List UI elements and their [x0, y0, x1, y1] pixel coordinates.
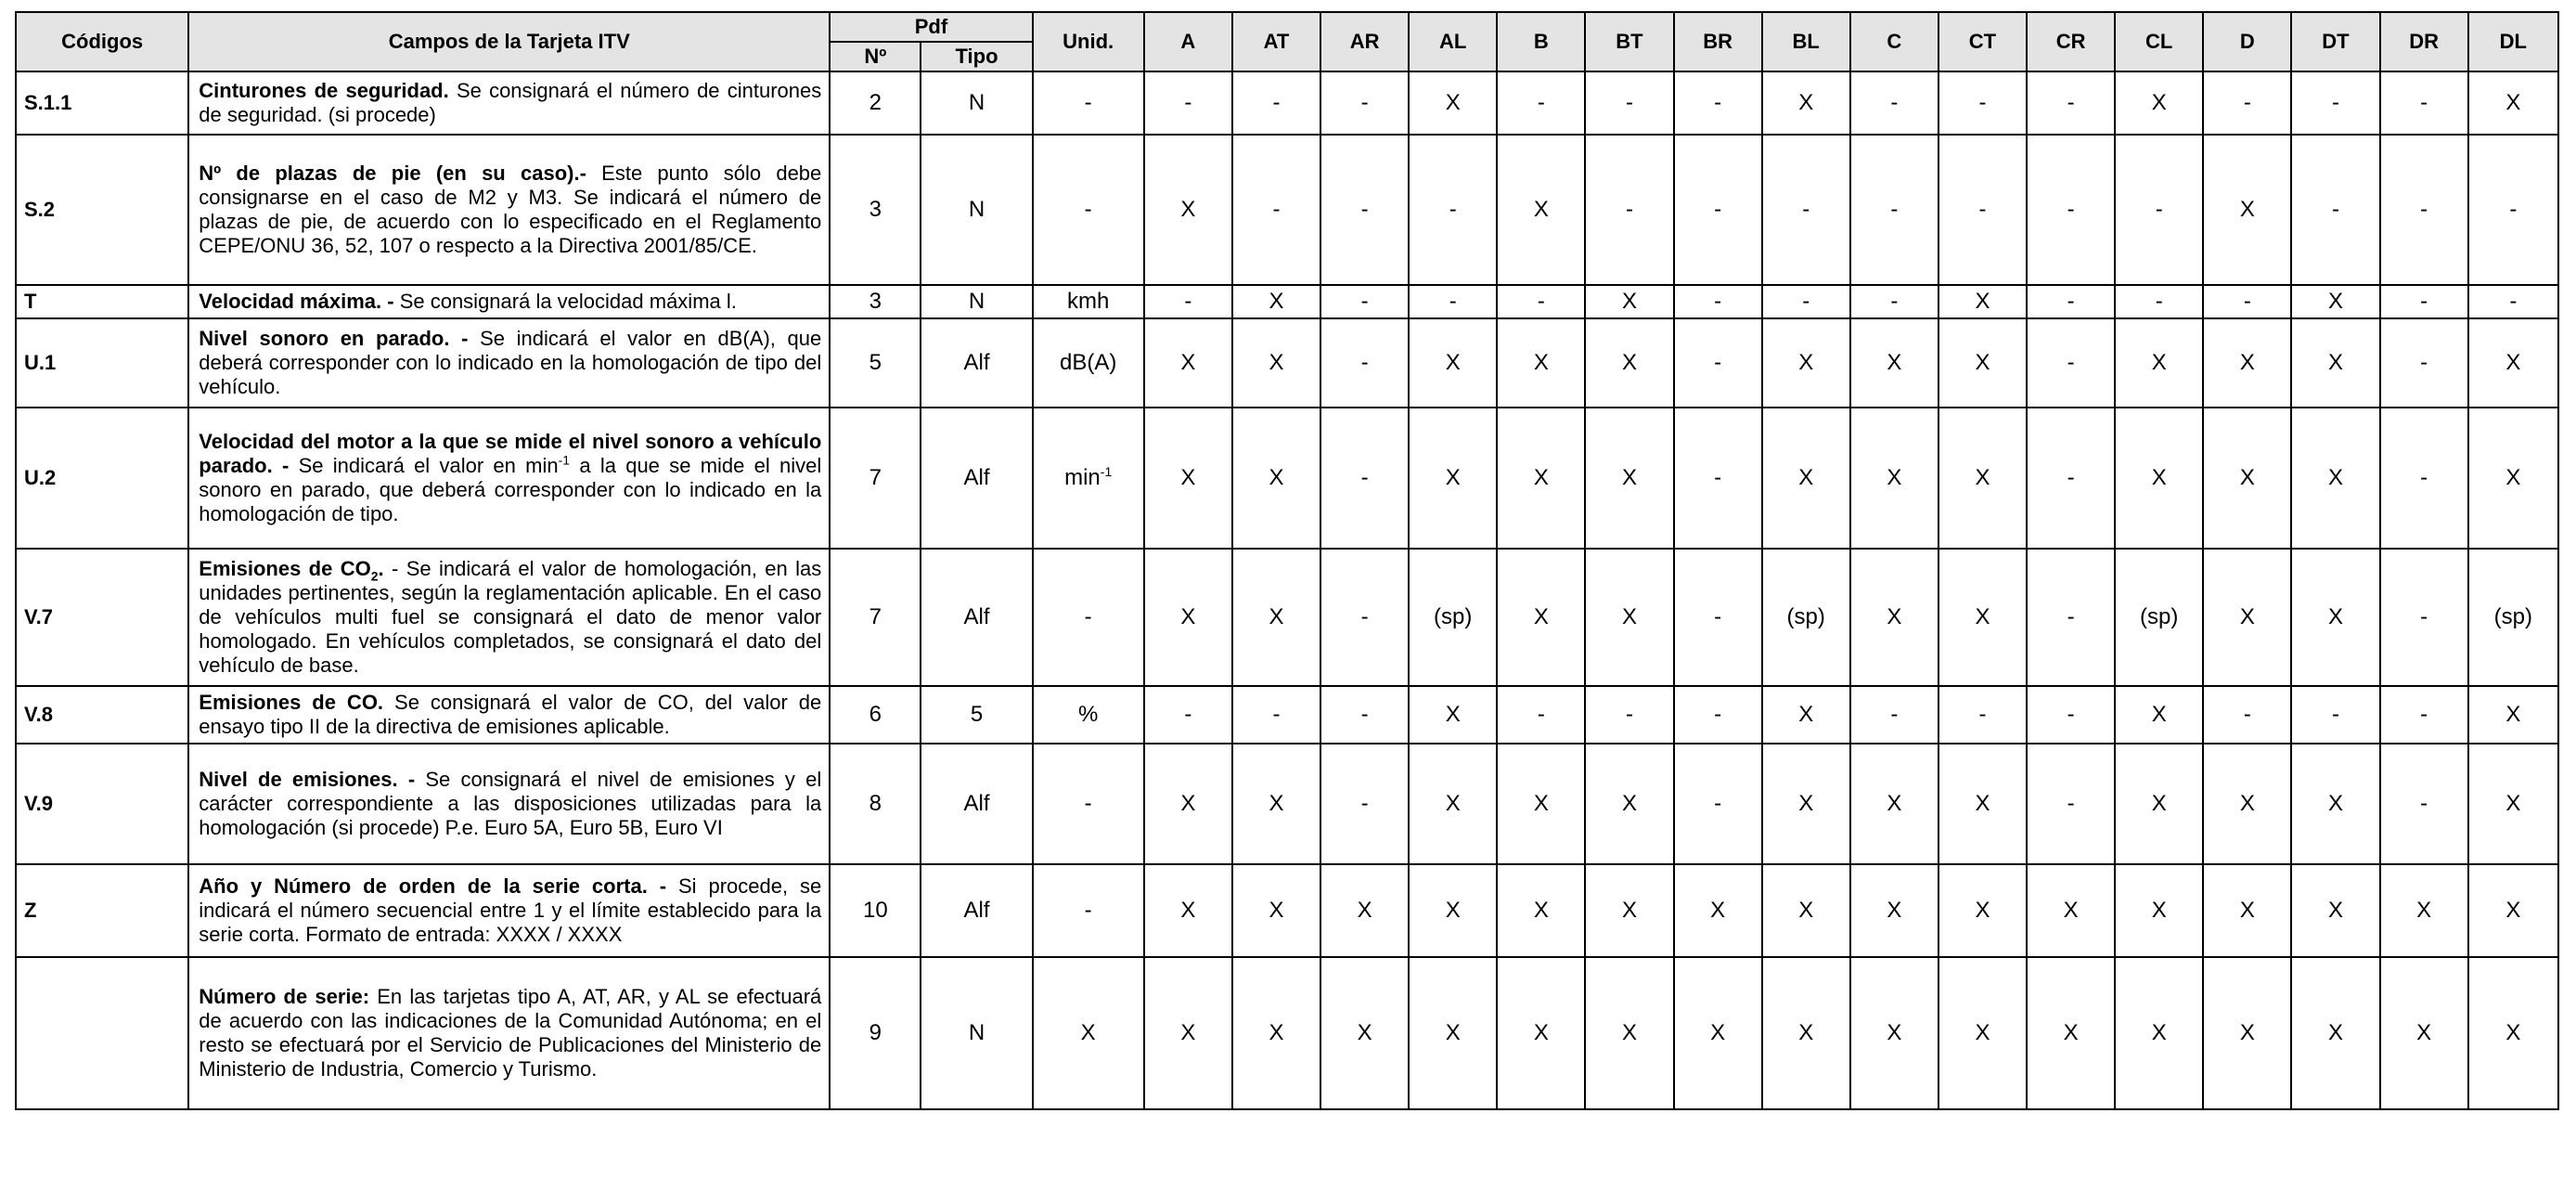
- cell-ct: -: [1938, 686, 2027, 744]
- row-description: [188, 71, 830, 135]
- row-pdf-tipo: 5: [921, 686, 1032, 744]
- unid-text: X: [1080, 1020, 1096, 1045]
- row-pdf-no: 9: [830, 957, 921, 1109]
- row-pdf-no: 8: [830, 744, 921, 864]
- table-row: [16, 744, 2558, 864]
- cell-br: -: [1674, 71, 1762, 135]
- row-unid: [1033, 549, 1144, 686]
- header-cat-ar: AR: [1320, 12, 1409, 71]
- description-title: Nivel sonoro en parado. -: [199, 327, 469, 350]
- table-row: [16, 957, 2558, 1109]
- row-code: U.1: [16, 318, 188, 408]
- cell-al: X: [1409, 408, 1497, 549]
- row-pdf-no: 2: [830, 71, 921, 135]
- cell-dt: -: [2291, 686, 2379, 744]
- cell-at: -: [1232, 686, 1320, 744]
- cell-br: -: [1674, 549, 1762, 686]
- table-row: [16, 71, 2558, 135]
- cell-ar: X: [1320, 864, 1409, 957]
- cell-br: X: [1674, 864, 1762, 957]
- description-title: Velocidad del motor a la que se mide el nivel sonoro a vehículo parado. -: [199, 430, 822, 477]
- cell-b: X: [1497, 864, 1585, 957]
- cell-br: -: [1674, 408, 1762, 549]
- cell-ar: -: [1320, 744, 1409, 864]
- cell-cr: -: [2027, 285, 2115, 318]
- row-description: [188, 408, 830, 549]
- cell-dr: X: [2380, 864, 2468, 957]
- description-subscript: 2: [370, 568, 379, 584]
- cell-b: X: [1497, 549, 1585, 686]
- cell-d: X: [2203, 408, 2291, 549]
- row-code: S.2: [16, 135, 188, 285]
- cell-a: -: [1144, 285, 1232, 318]
- cell-c: -: [1850, 686, 1938, 744]
- cell-at: X: [1232, 318, 1320, 408]
- row-unid: [1033, 318, 1144, 408]
- row-code: V.9: [16, 744, 188, 864]
- header-cat-bt: BT: [1585, 12, 1673, 71]
- cell-bt: -: [1585, 71, 1673, 135]
- cell-bt: X: [1585, 408, 1673, 549]
- cell-dr: -: [2380, 285, 2468, 318]
- row-description: [188, 135, 830, 285]
- table-row: [16, 135, 2558, 285]
- description-text: Se consignará el nivel de emisiones y el carácter correspondiente a las disposiciones utilizadas para la homologación (si procede) P.e. Euro 5A, Euro 5B, Euro VI: [199, 768, 822, 839]
- cell-b: X: [1497, 744, 1585, 864]
- header-cat-dl: DL: [2468, 12, 2558, 71]
- cell-d: -: [2203, 686, 2291, 744]
- table-row: [16, 549, 2558, 686]
- cell-al: X: [1409, 957, 1497, 1109]
- cell-c: X: [1850, 408, 1938, 549]
- cell-at: X: [1232, 957, 1320, 1109]
- cell-c: -: [1850, 285, 1938, 318]
- unid-text: -: [1084, 604, 1092, 629]
- cell-a: X: [1144, 135, 1232, 285]
- cell-at: X: [1232, 285, 1320, 318]
- cell-bl: X: [1762, 686, 1850, 744]
- cell-c: -: [1850, 71, 1938, 135]
- cell-bl: X: [1762, 408, 1850, 549]
- header-cat-c: C: [1850, 12, 1938, 71]
- header-pdf-tipo: Tipo: [921, 42, 1032, 71]
- unid-text: min: [1064, 465, 1101, 490]
- description-title: Año y Número de orden de la serie corta. -: [199, 874, 667, 898]
- row-pdf-tipo: Alf: [921, 744, 1032, 864]
- header-cat-b: B: [1497, 12, 1585, 71]
- cell-al: X: [1409, 686, 1497, 744]
- description-text: En las tarjetas tipo A, AT, AR, y AL se efectuará de acuerdo con las indicaciones de la Comunidad Autónoma; en el resto se efectuará por el Servicio de Publicaciones del Ministerio de Ministerio de Industria, Comercio y Turismo.: [199, 985, 822, 1081]
- header-unid: Unid.: [1033, 12, 1144, 71]
- cell-cr: -: [2027, 549, 2115, 686]
- cell-cl: X: [2115, 864, 2203, 957]
- row-code: V.7: [16, 549, 188, 686]
- description-superscript: -1: [558, 452, 571, 468]
- cell-at: X: [1232, 408, 1320, 549]
- description-text: Este punto sólo debe consignarse en el caso de M2 y M3. Se indicará el número de plazas de pie, de acuerdo con lo especificado en el Reglamento CEPE/ONU 36, 52, 107 o respecto a la Directiva 2001/85/CE.: [199, 162, 822, 257]
- row-code: [16, 957, 188, 1109]
- cell-al: -: [1409, 135, 1497, 285]
- cell-b: -: [1497, 285, 1585, 318]
- cell-dr: -: [2380, 686, 2468, 744]
- header-campos: Campos de la Tarjeta ITV: [188, 12, 830, 71]
- description-text: Se consignará el valor de CO, del valor de ensayo tipo II de la directiva de emisiones aplicable.: [199, 691, 822, 738]
- cell-ar: -: [1320, 549, 1409, 686]
- cell-br: -: [1674, 744, 1762, 864]
- row-code: T: [16, 285, 188, 318]
- cell-a: X: [1144, 744, 1232, 864]
- table-body: [16, 71, 2558, 1109]
- table-row: [16, 864, 2558, 957]
- cell-a: X: [1144, 408, 1232, 549]
- cell-d: X: [2203, 135, 2291, 285]
- cell-bt: X: [1585, 957, 1673, 1109]
- unid-text: %: [1078, 702, 1099, 727]
- cell-br: -: [1674, 686, 1762, 744]
- row-code: U.2: [16, 408, 188, 549]
- unid-text: dB(A): [1060, 350, 1117, 375]
- header-cat-cl: CL: [2115, 12, 2203, 71]
- description-title: Número de serie:: [199, 985, 370, 1008]
- cell-ct: X: [1938, 864, 2027, 957]
- cell-c: X: [1850, 549, 1938, 686]
- row-pdf-tipo: N: [921, 285, 1032, 318]
- cell-dr: -: [2380, 135, 2468, 285]
- cell-cr: -: [2027, 318, 2115, 408]
- cell-dl: X: [2468, 744, 2558, 864]
- row-unid: [1033, 744, 1144, 864]
- cell-b: -: [1497, 686, 1585, 744]
- header-cat-cr: CR: [2027, 12, 2115, 71]
- cell-bl: X: [1762, 71, 1850, 135]
- cell-d: X: [2203, 549, 2291, 686]
- row-pdf-tipo: Alf: [921, 408, 1032, 549]
- header-cat-al: AL: [1409, 12, 1497, 71]
- row-description: [188, 549, 830, 686]
- table-row: [16, 318, 2558, 408]
- cell-d: X: [2203, 864, 2291, 957]
- header-cat-ct: CT: [1938, 12, 2027, 71]
- itv-fields-table: [15, 11, 2559, 1110]
- cell-bt: -: [1585, 686, 1673, 744]
- cell-a: -: [1144, 686, 1232, 744]
- cell-bl: X: [1762, 957, 1850, 1109]
- cell-dl: -: [2468, 285, 2558, 318]
- cell-dl: X: [2468, 957, 2558, 1109]
- cell-dt: X: [2291, 549, 2379, 686]
- table-row: [16, 408, 2558, 549]
- cell-cl: X: [2115, 686, 2203, 744]
- cell-al: -: [1409, 285, 1497, 318]
- cell-d: X: [2203, 318, 2291, 408]
- cell-al: X: [1409, 71, 1497, 135]
- row-unid: [1033, 864, 1144, 957]
- table-row: [16, 285, 2558, 318]
- cell-cr: X: [2027, 864, 2115, 957]
- description-text: Se indicará el valor en dB(A), que deberá corresponder con lo indicado en la homologación de tipo del vehículo.: [199, 327, 822, 398]
- cell-dl: X: [2468, 864, 2558, 957]
- row-pdf-no: 3: [830, 135, 921, 285]
- cell-bt: X: [1585, 744, 1673, 864]
- cell-bt: X: [1585, 285, 1673, 318]
- row-pdf-tipo: N: [921, 957, 1032, 1109]
- row-code: S.1.1: [16, 71, 188, 135]
- description-text: Se consignará la velocidad máxima l.: [393, 290, 737, 313]
- row-unid: [1033, 957, 1144, 1109]
- cell-b: X: [1497, 318, 1585, 408]
- header-cat-a: A: [1144, 12, 1232, 71]
- row-pdf-no: 7: [830, 408, 921, 549]
- unid-text: -: [1084, 197, 1092, 222]
- cell-dr: -: [2380, 318, 2468, 408]
- cell-bl: (sp): [1762, 549, 1850, 686]
- cell-at: X: [1232, 744, 1320, 864]
- header-cat-d: D: [2203, 12, 2291, 71]
- cell-ar: -: [1320, 686, 1409, 744]
- cell-al: X: [1409, 744, 1497, 864]
- cell-a: X: [1144, 549, 1232, 686]
- cell-dl: X: [2468, 71, 2558, 135]
- header-cat-dr: DR: [2380, 12, 2468, 71]
- header-pdf-no: Nº: [830, 42, 921, 71]
- cell-b: -: [1497, 71, 1585, 135]
- cell-at: -: [1232, 71, 1320, 135]
- cell-bt: X: [1585, 549, 1673, 686]
- cell-dr: X: [2380, 957, 2468, 1109]
- cell-al: X: [1409, 864, 1497, 957]
- cell-dt: X: [2291, 957, 2379, 1109]
- cell-ct: X: [1938, 744, 2027, 864]
- cell-al: X: [1409, 318, 1497, 408]
- row-pdf-no: 7: [830, 549, 921, 686]
- cell-br: X: [1674, 957, 1762, 1109]
- cell-at: -: [1232, 135, 1320, 285]
- cell-dl: X: [2468, 318, 2558, 408]
- row-description: [188, 285, 830, 318]
- cell-cr: -: [2027, 135, 2115, 285]
- cell-a: X: [1144, 318, 1232, 408]
- cell-a: X: [1144, 864, 1232, 957]
- cell-dr: -: [2380, 744, 2468, 864]
- unid-text: kmh: [1067, 289, 1110, 314]
- header-cat-br: BR: [1674, 12, 1762, 71]
- cell-ct: X: [1938, 285, 2027, 318]
- cell-dt: -: [2291, 135, 2379, 285]
- cell-cl: -: [2115, 135, 2203, 285]
- row-pdf-no: 10: [830, 864, 921, 957]
- cell-cl: X: [2115, 744, 2203, 864]
- cell-dr: -: [2380, 408, 2468, 549]
- cell-ar: -: [1320, 285, 1409, 318]
- row-description: [188, 864, 830, 957]
- cell-ar: -: [1320, 318, 1409, 408]
- cell-ct: -: [1938, 71, 2027, 135]
- description-text: Se consignará el número de cinturones de seguridad. (si procede): [199, 79, 822, 126]
- row-pdf-no: 6: [830, 686, 921, 744]
- row-unid: [1033, 71, 1144, 135]
- cell-cl: X: [2115, 318, 2203, 408]
- row-unid: [1033, 135, 1144, 285]
- cell-br: -: [1674, 135, 1762, 285]
- unid-text: -: [1084, 898, 1092, 923]
- cell-dt: X: [2291, 408, 2379, 549]
- description-text: Se indicará el valor en min: [289, 454, 559, 477]
- cell-bt: X: [1585, 318, 1673, 408]
- cell-ct: -: [1938, 135, 2027, 285]
- cell-cl: X: [2115, 957, 2203, 1109]
- document-page: [15, 11, 2559, 1166]
- row-pdf-no: 5: [830, 318, 921, 408]
- row-unid: [1033, 285, 1144, 318]
- row-pdf-tipo: Alf: [921, 318, 1032, 408]
- unid-text: -: [1084, 90, 1092, 115]
- cell-cl: -: [2115, 285, 2203, 318]
- description-text: - Se indicará el valor de homologación, en las unidades pertinentes, según la reglamentación aplicable. En el caso de vehículos multi fuel se consignará el dato de menor valor homologado. En vehículos completados, se consignará el dato del vehículo de base.: [199, 557, 822, 677]
- cell-br: -: [1674, 285, 1762, 318]
- cell-dr: -: [2380, 549, 2468, 686]
- cell-br: -: [1674, 318, 1762, 408]
- row-code: V.8: [16, 686, 188, 744]
- cell-cr: -: [2027, 71, 2115, 135]
- header-cat-dt: DT: [2291, 12, 2379, 71]
- row-description: [188, 957, 830, 1109]
- cell-b: X: [1497, 957, 1585, 1109]
- cell-c: X: [1850, 957, 1938, 1109]
- table-row: [16, 686, 2558, 744]
- cell-bt: -: [1585, 135, 1673, 285]
- cell-b: X: [1497, 135, 1585, 285]
- description-title: Nivel de emisiones. -: [199, 768, 416, 791]
- cell-bl: X: [1762, 864, 1850, 957]
- description-title: Velocidad máxima. -: [199, 290, 394, 313]
- cell-c: X: [1850, 318, 1938, 408]
- cell-d: X: [2203, 957, 2291, 1109]
- description-title: Cinturones de seguridad.: [199, 79, 449, 102]
- cell-d: -: [2203, 285, 2291, 318]
- cell-d: X: [2203, 744, 2291, 864]
- cell-at: X: [1232, 549, 1320, 686]
- cell-cl: X: [2115, 71, 2203, 135]
- cell-dl: X: [2468, 408, 2558, 549]
- description-title: Emisiones de CO.: [199, 691, 384, 714]
- cell-c: -: [1850, 135, 1938, 285]
- cell-dt: -: [2291, 71, 2379, 135]
- cell-bt: X: [1585, 864, 1673, 957]
- cell-cl: X: [2115, 408, 2203, 549]
- row-pdf-no: 3: [830, 285, 921, 318]
- cell-cr: X: [2027, 957, 2115, 1109]
- cell-c: X: [1850, 744, 1938, 864]
- cell-bl: -: [1762, 135, 1850, 285]
- cell-cr: -: [2027, 744, 2115, 864]
- cell-dl: (sp): [2468, 549, 2558, 686]
- cell-cr: -: [2027, 408, 2115, 549]
- row-unid: [1033, 686, 1144, 744]
- cell-dr: -: [2380, 71, 2468, 135]
- cell-ct: X: [1938, 318, 2027, 408]
- cell-d: -: [2203, 71, 2291, 135]
- row-description: [188, 744, 830, 864]
- row-pdf-tipo: N: [921, 71, 1032, 135]
- cell-ar: -: [1320, 408, 1409, 549]
- row-pdf-tipo: N: [921, 135, 1032, 285]
- cell-dt: X: [2291, 285, 2379, 318]
- cell-dl: -: [2468, 135, 2558, 285]
- cell-at: X: [1232, 864, 1320, 957]
- cell-ar: -: [1320, 71, 1409, 135]
- row-description: [188, 686, 830, 744]
- header-cat-at: AT: [1232, 12, 1320, 71]
- cell-dl: X: [2468, 686, 2558, 744]
- unid-text: -: [1084, 791, 1092, 816]
- cell-bl: -: [1762, 285, 1850, 318]
- cell-al: (sp): [1409, 549, 1497, 686]
- row-pdf-tipo: Alf: [921, 549, 1032, 686]
- cell-ar: X: [1320, 957, 1409, 1109]
- cell-ar: -: [1320, 135, 1409, 285]
- unid-superscript: -1: [1100, 464, 1113, 479]
- description-title-end: .: [378, 557, 384, 580]
- description-text: Si procede, se indicará el número secuencial entre 1 y el límite establecido para la serie corta. Formato de entrada: XXXX / XXXX: [199, 874, 822, 946]
- description-text-cont: a la que se mide el nivel sonoro en parado, que deberá corresponder con lo indicado en la homologación de tipo.: [199, 454, 822, 525]
- row-description: [188, 318, 830, 408]
- cell-dt: X: [2291, 318, 2379, 408]
- cell-dt: X: [2291, 864, 2379, 957]
- cell-bl: X: [1762, 744, 1850, 864]
- description-title: Nº de plazas de pie (en su caso).-: [199, 162, 586, 185]
- cell-a: X: [1144, 957, 1232, 1109]
- cell-b: X: [1497, 408, 1585, 549]
- cell-cr: -: [2027, 686, 2115, 744]
- header-cat-bl: BL: [1762, 12, 1850, 71]
- cell-a: -: [1144, 71, 1232, 135]
- cell-ct: X: [1938, 957, 2027, 1109]
- row-pdf-tipo: Alf: [921, 864, 1032, 957]
- cell-dt: X: [2291, 744, 2379, 864]
- cell-bl: X: [1762, 318, 1850, 408]
- row-code: Z: [16, 864, 188, 957]
- cell-cl: (sp): [2115, 549, 2203, 686]
- row-unid: [1033, 408, 1144, 549]
- header-codigos: Códigos: [16, 12, 188, 71]
- header-pdf: Pdf: [830, 12, 1032, 42]
- cell-ct: X: [1938, 549, 2027, 686]
- cell-c: X: [1850, 864, 1938, 957]
- cell-ct: X: [1938, 408, 2027, 549]
- description-title: Emisiones de CO: [199, 557, 371, 580]
